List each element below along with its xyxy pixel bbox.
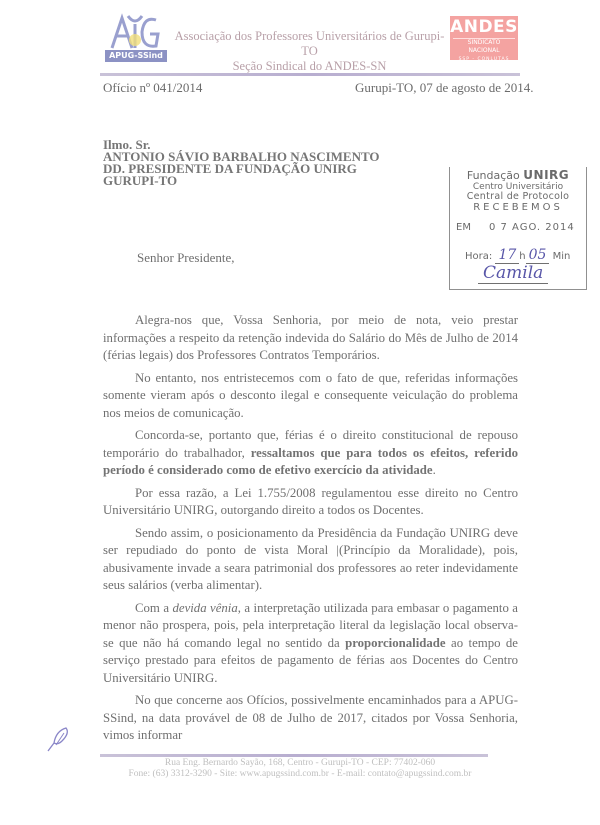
stamp-hour-value: 17 bbox=[495, 247, 519, 264]
paragraph-3 bbox=[103, 427, 518, 480]
footer-contact: Fone: (63) 3312-3290 - Site: www.apugssind.com.br - E-mail: contato@apugssind.com.br bbox=[128, 769, 472, 779]
stamp-date-label: EM bbox=[456, 222, 471, 233]
stamp-institution-brand: UNIRG bbox=[523, 168, 570, 182]
stamp-received: RECEBEMOS bbox=[473, 202, 563, 213]
andes-logo-tagline: SSP - CONLUTAS bbox=[458, 57, 510, 62]
office-number: Ofício nº 041/2014 bbox=[103, 80, 203, 95]
footer-divider bbox=[100, 754, 488, 757]
paragraph-6-emphasis: proporcionalidade bbox=[345, 635, 446, 650]
paragraph-2: No entanto, nos entristecemos com o fato de que, referidas informações somente vieram após o desconto ilegal e consequente veiculação do problema nos meios de comunicação. bbox=[103, 370, 518, 420]
stamp-minute-label: Min bbox=[552, 251, 571, 262]
stamp-signature: Camila bbox=[478, 263, 548, 284]
stamp-time bbox=[465, 247, 570, 264]
organization-name-line2: Seção Sindical do ANDES-SN bbox=[232, 59, 387, 73]
apug-logo-label: APUG-SSind bbox=[105, 50, 167, 62]
paragraph-1: Alegra-nos que, Vossa Senhoria, por meio de nota, veio prestar informações a respeito da retenção indevida do Salário do Mês de Julho de 2014 (férias legais) dos Professores Contratos Temporários. bbox=[103, 313, 518, 362]
stamp-minute-value: 05 bbox=[526, 247, 550, 264]
paragraph-3-text: Concorda-se, portanto que, férias é o direito constitucional de repouso temporário do trabalhador, bbox=[103, 428, 518, 460]
paragraph-3-end: . bbox=[432, 463, 436, 477]
letter-salutation: Senhor Presidente, bbox=[137, 250, 235, 265]
stamp-institution-prefix: Fundação bbox=[466, 169, 520, 182]
andes-logo bbox=[450, 16, 518, 60]
paragraph-6-italic: devida vênia bbox=[172, 600, 238, 615]
footer bbox=[100, 758, 500, 780]
footer-address: Rua Eng. Bernardo Sayão, 168, Centro - Gurupi-TO - CEP: 77402-060 bbox=[164, 758, 436, 768]
letter-body bbox=[103, 312, 518, 750]
andes-logo-title: ANDES bbox=[450, 17, 518, 37]
addressee-city: GURUPI-TO bbox=[103, 173, 178, 188]
stamp-date-value: 0 7 AGO. 2014 bbox=[488, 222, 575, 233]
paragraph-5: Sendo assim, o posicionamento da Presidência da Fundação UNIRG deve ser repudiado do ponto de vista Moral |(Princípio da Moralidade), pois, abusivamente invade a seara patrimonial dos professores ao reter indevidamente seus salários (verba alimentar). bbox=[103, 525, 518, 592]
stamp-date bbox=[456, 222, 575, 233]
stamp-department: Central de Protocolo bbox=[466, 191, 570, 202]
stamp-institution bbox=[450, 169, 586, 182]
paragraph-4: Por essa razão, a Lei 1.755/2008 regulamentou esse direito no Centro Universitário UNIRG, outorgando direito a todos os Docentes. bbox=[103, 485, 518, 517]
place-date: Gurupi-TO, 07 de agosto de 2014. bbox=[355, 80, 534, 95]
paragraph-6-start: Com a bbox=[135, 600, 173, 615]
addressee-title: DD. PRESIDENTE DA FUNDAÇÃO UNIRG bbox=[103, 161, 357, 176]
header-divider bbox=[100, 73, 520, 76]
stamp-hour-label: Hora: bbox=[465, 251, 493, 262]
organization-name bbox=[172, 29, 447, 74]
organization-name-line1: Associação dos Professores Universitários de Gurupi-TO bbox=[174, 29, 445, 58]
paragraph-6-text: , a interpretação utilizada para embasar o pagamento a menor não prospera, pois, pela interpretação literal da legislação local observa-se que não há comando legal no sentido da bbox=[103, 600, 518, 650]
addressee-salutation: Ilmo. Sr. bbox=[103, 137, 151, 152]
handwritten-initial-icon bbox=[44, 725, 74, 753]
protocol-stamp bbox=[449, 167, 587, 290]
andes-logo-subtitle: SINDICATO NACIONAL bbox=[453, 38, 515, 55]
paragraph-6 bbox=[103, 600, 518, 688]
stamp-center: Centro Universitário bbox=[472, 182, 564, 192]
stamp-hour-sep: h bbox=[519, 251, 526, 262]
addressee-name: ANTONIO SÁVIO BARBALHO NASCIMENTO bbox=[103, 149, 380, 164]
paragraph-3-emphasis: ressaltamos que para todos os efeitos, referido período é considerado como de efetivo exercício da atividade bbox=[103, 445, 518, 477]
paragraph-6-end: ao tempo de serviço prestado para efeitos de pagamento de férias aos Docentes do Centro Universitário UNIRG. bbox=[103, 635, 518, 685]
paragraph-7: No que concerne aos Ofícios, possivelmente encaminhados para a APUG-SSind, na data provável de 08 de Julho de 2017, citados por Vossa Senhoria, vimos informar bbox=[103, 693, 518, 742]
addressee-block bbox=[103, 139, 380, 187]
